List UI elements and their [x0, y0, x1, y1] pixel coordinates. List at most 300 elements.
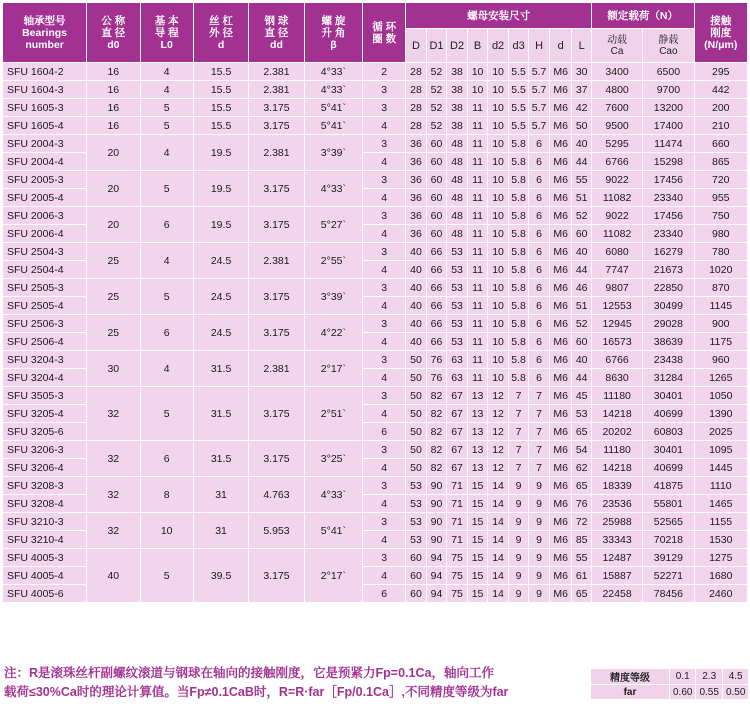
cell-d: M6: [549, 207, 572, 225]
cell-static-load: 30401: [643, 387, 694, 405]
cell-circuits: 3: [363, 171, 406, 189]
cell-B: 11: [467, 135, 488, 153]
cell-d3: 5.8: [508, 135, 529, 153]
cell-d3: 5.8: [508, 351, 529, 369]
cell-D: 40: [406, 243, 427, 261]
cell-static-load: 6500: [643, 63, 694, 81]
cell-static-load: 15298: [643, 153, 694, 171]
cell-circuits: 3: [363, 549, 406, 567]
table-row: [3, 207, 748, 225]
far-label: far: [591, 685, 670, 700]
cell-D: 36: [406, 135, 427, 153]
cell-D2: 53: [447, 279, 468, 297]
cell-model: SFU 3208-4: [3, 495, 87, 513]
cell-dynamic-load: 14218: [591, 459, 642, 477]
cell-model: SFU 3505-3: [3, 387, 87, 405]
cell-B: 11: [467, 297, 488, 315]
col-header-stiffness: 接触 刚度 (N/μm): [694, 3, 747, 63]
cell-d: M6: [549, 315, 572, 333]
cell-d: M6: [549, 387, 572, 405]
cell-dynamic-load: 9807: [591, 279, 642, 297]
cell-static-load: 52565: [643, 513, 694, 531]
col-header-static-load: 静载 Cao: [643, 29, 694, 63]
cell-model: SFU 1605-3: [3, 99, 87, 117]
cell-d2: 12: [488, 441, 509, 459]
cell-H: 9: [529, 549, 550, 567]
cell-D1: 66: [426, 279, 447, 297]
cell-d2: 14: [488, 477, 509, 495]
grade-value: 2.3: [696, 669, 722, 685]
cell-d: M6: [549, 243, 572, 261]
cell-d: M6: [549, 99, 572, 117]
cell-d2: 10: [488, 333, 509, 351]
cell-lead: 6: [140, 207, 193, 243]
cell-model: SFU 3210-3: [3, 513, 87, 531]
cell-D2: 48: [447, 135, 468, 153]
cell-L: 60: [572, 333, 592, 351]
cell-B: 11: [467, 171, 488, 189]
cell-ball-dia: 2.381: [249, 81, 304, 99]
cell-D2: 71: [447, 513, 468, 531]
cell-L: 40: [572, 243, 592, 261]
cell-ball-dia: 2.381: [249, 63, 304, 81]
cell-circuits: 4: [363, 261, 406, 279]
cell-nominal-dia: 32: [87, 387, 140, 441]
cell-ball-dia: 3.175: [249, 387, 304, 441]
cell-d: M6: [549, 63, 572, 81]
cell-D1: 90: [426, 495, 447, 513]
cell-lead: 4: [140, 63, 193, 81]
cell-D: 36: [406, 225, 427, 243]
cell-model: SFU 3210-4: [3, 531, 87, 549]
cell-B: 11: [467, 99, 488, 117]
cell-H: 9: [529, 513, 550, 531]
cell-L: 65: [572, 423, 592, 441]
table-row: [3, 99, 748, 117]
cell-circuits: 4: [363, 369, 406, 387]
col-header-circuits: 循 环 圈 数: [363, 3, 406, 63]
cell-dynamic-load: 11082: [591, 225, 642, 243]
col-header-lead: 基 本 导 程 L0: [140, 3, 193, 63]
cell-D: 28: [406, 63, 427, 81]
col-header-d2: d2: [488, 29, 509, 63]
cell-H: 6: [529, 243, 550, 261]
cell-d3: 5.5: [508, 63, 529, 81]
cell-d: M6: [549, 423, 572, 441]
cell-static-load: 11474: [643, 135, 694, 153]
cell-L: 51: [572, 189, 592, 207]
cell-model: SFU 2504-3: [3, 243, 87, 261]
col-header-dynamic-load: 动载 Ca: [591, 29, 642, 63]
cell-lead: 8: [140, 477, 193, 513]
cell-lead: 5: [140, 171, 193, 207]
cell-L: 52: [572, 207, 592, 225]
cell-static-load: 40699: [643, 405, 694, 423]
cell-B: 15: [467, 531, 488, 549]
cell-D1: 82: [426, 405, 447, 423]
table-body: [3, 63, 748, 603]
cell-static-load: 9700: [643, 81, 694, 99]
cell-d2: 10: [488, 99, 509, 117]
cell-D1: 82: [426, 387, 447, 405]
cell-D1: 52: [426, 63, 447, 81]
cell-L: 45: [572, 387, 592, 405]
cell-static-load: 30499: [643, 297, 694, 315]
cell-circuits: 4: [363, 333, 406, 351]
cell-d: M6: [549, 225, 572, 243]
cell-stiffness: 1465: [694, 495, 747, 513]
cell-dynamic-load: 18339: [591, 477, 642, 495]
cell-H: 5.7: [529, 117, 550, 135]
cell-B: 11: [467, 189, 488, 207]
cell-circuits: 3: [363, 513, 406, 531]
cell-stiffness: 1110: [694, 477, 747, 495]
cell-screw-od: 31.5: [193, 441, 248, 477]
col-header-model: 轴承型号 Bearings number: [3, 3, 87, 63]
cell-d2: 14: [488, 513, 509, 531]
cell-d2: 12: [488, 405, 509, 423]
cell-d: M6: [549, 549, 572, 567]
cell-d2: 14: [488, 585, 509, 603]
cell-D: 60: [406, 567, 427, 585]
cell-D: 40: [406, 333, 427, 351]
cell-H: 6: [529, 207, 550, 225]
cell-model: SFU 2506-3: [3, 315, 87, 333]
cell-H: 5.7: [529, 99, 550, 117]
cell-model: SFU 4005-4: [3, 567, 87, 585]
cell-screw-od: 19.5: [193, 135, 248, 171]
cell-static-load: 17456: [643, 171, 694, 189]
cell-dynamic-load: 6080: [591, 243, 642, 261]
cell-static-load: 23438: [643, 351, 694, 369]
cell-d: M6: [549, 117, 572, 135]
cell-H: 6: [529, 351, 550, 369]
cell-L: 40: [572, 135, 592, 153]
cell-nominal-dia: 16: [87, 63, 140, 81]
cell-H: 6: [529, 315, 550, 333]
cell-D1: 60: [426, 189, 447, 207]
cell-L: 65: [572, 585, 592, 603]
cell-static-load: 41875: [643, 477, 694, 495]
cell-circuits: 6: [363, 585, 406, 603]
cell-d3: 9: [508, 549, 529, 567]
cell-ball-dia: 3.175: [249, 117, 304, 135]
cell-D1: 66: [426, 315, 447, 333]
cell-d2: 14: [488, 495, 509, 513]
cell-L: 44: [572, 369, 592, 387]
cell-d2: 14: [488, 531, 509, 549]
cell-d: M6: [549, 441, 572, 459]
cell-D2: 38: [447, 81, 468, 99]
cell-d: M6: [549, 531, 572, 549]
cell-static-load: 38639: [643, 333, 694, 351]
cell-static-load: 21673: [643, 261, 694, 279]
cell-B: 13: [467, 423, 488, 441]
cell-D1: 66: [426, 243, 447, 261]
cell-B: 11: [467, 333, 488, 351]
far-value: 0.55: [696, 685, 722, 700]
cell-d2: 10: [488, 261, 509, 279]
cell-L: 46: [572, 279, 592, 297]
cell-screw-od: 19.5: [193, 207, 248, 243]
cell-L: 50: [572, 117, 592, 135]
table-row: [3, 315, 748, 333]
cell-d2: 10: [488, 225, 509, 243]
cell-D: 53: [406, 531, 427, 549]
cell-L: 60: [572, 225, 592, 243]
cell-static-load: 60803: [643, 423, 694, 441]
table-row: [3, 513, 748, 531]
cell-lead: 5: [140, 387, 193, 441]
cell-model: SFU 2505-3: [3, 279, 87, 297]
cell-B: 11: [467, 315, 488, 333]
cell-dynamic-load: 33343: [591, 531, 642, 549]
cell-stiffness: 750: [694, 207, 747, 225]
cell-helix-angle: 4°33`: [304, 63, 362, 81]
cell-static-load: 78456: [643, 585, 694, 603]
cell-stiffness: 442: [694, 81, 747, 99]
cell-d: M6: [549, 279, 572, 297]
cell-L: 40: [572, 351, 592, 369]
cell-D: 50: [406, 441, 427, 459]
cell-B: 15: [467, 495, 488, 513]
cell-helix-angle: 4°33`: [304, 81, 362, 99]
cell-static-load: 39129: [643, 549, 694, 567]
cell-dynamic-load: 4800: [591, 81, 642, 99]
cell-H: 7: [529, 459, 550, 477]
cell-stiffness: 960: [694, 351, 747, 369]
cell-d3: 5.8: [508, 153, 529, 171]
cell-screw-od: 15.5: [193, 99, 248, 117]
cell-helix-angle: 3°39`: [304, 279, 362, 315]
grade-value: 0.1: [670, 669, 696, 685]
cell-stiffness: 1050: [694, 387, 747, 405]
cell-d2: 14: [488, 549, 509, 567]
cell-L: 62: [572, 459, 592, 477]
col-header-nut-mount: 螺母安装尺寸: [406, 3, 592, 29]
cell-circuits: 6: [363, 423, 406, 441]
cell-nominal-dia: 16: [87, 117, 140, 135]
cell-d3: 5.8: [508, 369, 529, 387]
cell-d2: 10: [488, 207, 509, 225]
cell-model: SFU 3206-3: [3, 441, 87, 459]
cell-D: 36: [406, 207, 427, 225]
cell-d: M6: [549, 405, 572, 423]
grade-value: 4.5: [722, 669, 748, 685]
cell-D2: 48: [447, 207, 468, 225]
cell-ball-dia: 3.175: [249, 99, 304, 117]
cell-B: 11: [467, 153, 488, 171]
cell-D2: 53: [447, 315, 468, 333]
cell-stiffness: 1530: [694, 531, 747, 549]
cell-ball-dia: 3.175: [249, 549, 304, 603]
cell-d2: 10: [488, 117, 509, 135]
cell-B: 10: [467, 63, 488, 81]
cell-d2: 14: [488, 567, 509, 585]
cell-static-load: 52271: [643, 567, 694, 585]
cell-D2: 53: [447, 243, 468, 261]
cell-D: 60: [406, 585, 427, 603]
cell-helix-angle: 2°55`: [304, 243, 362, 279]
cell-static-load: 13200: [643, 99, 694, 117]
cell-D2: 63: [447, 351, 468, 369]
cell-model: SFU 2005-3: [3, 171, 87, 189]
cell-helix-angle: 5°27`: [304, 207, 362, 243]
cell-D2: 38: [447, 117, 468, 135]
cell-nominal-dia: 32: [87, 477, 140, 513]
far-value: 0.50: [722, 685, 748, 700]
cell-nominal-dia: 32: [87, 441, 140, 477]
cell-D: 53: [406, 513, 427, 531]
cell-d3: 5.5: [508, 99, 529, 117]
footer: [0, 662, 750, 706]
col-header-helix-angle: 螺 旋 升 角 β: [304, 3, 362, 63]
cell-B: 11: [467, 207, 488, 225]
cell-helix-angle: 5°41`: [304, 117, 362, 135]
cell-d2: 12: [488, 423, 509, 441]
cell-helix-angle: 2°17`: [304, 351, 362, 387]
cell-lead: 5: [140, 279, 193, 315]
cell-nominal-dia: 20: [87, 135, 140, 171]
cell-d3: 5.5: [508, 117, 529, 135]
cell-model: SFU 1604-3: [3, 81, 87, 99]
cell-d3: 7: [508, 405, 529, 423]
cell-d3: 5.8: [508, 171, 529, 189]
cell-D1: 66: [426, 333, 447, 351]
cell-circuits: 3: [363, 279, 406, 297]
cell-D1: 94: [426, 549, 447, 567]
cell-d2: 10: [488, 279, 509, 297]
cell-d: M6: [549, 297, 572, 315]
cell-model: SFU 2504-4: [3, 261, 87, 279]
cell-stiffness: 1175: [694, 333, 747, 351]
cell-helix-angle: 3°25`: [304, 441, 362, 477]
cell-screw-od: 24.5: [193, 315, 248, 351]
cell-B: 15: [467, 513, 488, 531]
cell-dynamic-load: 9500: [591, 117, 642, 135]
cell-screw-od: 39.5: [193, 549, 248, 603]
cell-ball-dia: 4.763: [249, 477, 304, 513]
cell-B: 13: [467, 441, 488, 459]
cell-circuits: 2: [363, 63, 406, 81]
cell-L: 72: [572, 513, 592, 531]
cell-D1: 76: [426, 369, 447, 387]
cell-L: 42: [572, 99, 592, 117]
cell-D2: 48: [447, 171, 468, 189]
cell-helix-angle: 4°33`: [304, 171, 362, 207]
cell-dynamic-load: 15887: [591, 567, 642, 585]
cell-static-load: 55801: [643, 495, 694, 513]
cell-d: M6: [549, 585, 572, 603]
cell-H: 6: [529, 171, 550, 189]
cell-ball-dia: 2.381: [249, 351, 304, 387]
cell-helix-angle: 4°22`: [304, 315, 362, 351]
cell-H: 7: [529, 387, 550, 405]
cell-lead: 4: [140, 351, 193, 387]
cell-H: 6: [529, 297, 550, 315]
table-row: [3, 81, 748, 99]
cell-circuits: 4: [363, 567, 406, 585]
cell-H: 5.7: [529, 63, 550, 81]
cell-dynamic-load: 6766: [591, 153, 642, 171]
cell-static-load: 31284: [643, 369, 694, 387]
table-row: [3, 171, 748, 189]
cell-stiffness: 720: [694, 171, 747, 189]
cell-d3: 5.8: [508, 189, 529, 207]
cell-d: M6: [549, 81, 572, 99]
cell-static-load: 22850: [643, 279, 694, 297]
cell-ball-dia: 3.175: [249, 315, 304, 351]
cell-d: M6: [549, 153, 572, 171]
cell-ball-dia: 2.381: [249, 243, 304, 279]
cell-lead: 4: [140, 81, 193, 99]
cell-helix-angle: 4°33`: [304, 477, 362, 513]
cell-dynamic-load: 9022: [591, 171, 642, 189]
cell-L: 54: [572, 441, 592, 459]
cell-L: 44: [572, 153, 592, 171]
cell-D2: 38: [447, 63, 468, 81]
cell-ball-dia: 3.175: [249, 441, 304, 477]
cell-model: SFU 3208-3: [3, 477, 87, 495]
cell-D1: 76: [426, 351, 447, 369]
cell-D: 28: [406, 81, 427, 99]
cell-D: 53: [406, 477, 427, 495]
cell-circuits: 4: [363, 153, 406, 171]
table-row: [3, 117, 748, 135]
cell-dynamic-load: 8630: [591, 369, 642, 387]
cell-stiffness: 200: [694, 99, 747, 117]
cell-H: 6: [529, 261, 550, 279]
cell-d3: 5.8: [508, 225, 529, 243]
cell-D: 36: [406, 153, 427, 171]
cell-dynamic-load: 11082: [591, 189, 642, 207]
cell-H: 6: [529, 333, 550, 351]
cell-d: M6: [549, 171, 572, 189]
cell-D: 60: [406, 549, 427, 567]
cell-B: 11: [467, 261, 488, 279]
cell-L: 30: [572, 63, 592, 81]
bearing-spec-table: [2, 2, 748, 603]
col-header-screw-od: 丝 杠 外 径 d: [193, 3, 248, 63]
table-row: [3, 135, 748, 153]
cell-d3: 7: [508, 387, 529, 405]
cell-dynamic-load: 22458: [591, 585, 642, 603]
table-row: [3, 387, 748, 405]
cell-model: SFU 2505-4: [3, 297, 87, 315]
far-value: 0.60: [670, 685, 696, 700]
cell-D1: 94: [426, 567, 447, 585]
cell-D1: 60: [426, 171, 447, 189]
cell-H: 7: [529, 441, 550, 459]
precision-grade-table: [590, 668, 749, 700]
cell-d: M6: [549, 351, 572, 369]
cell-dynamic-load: 23536: [591, 495, 642, 513]
cell-D: 40: [406, 297, 427, 315]
cell-d2: 10: [488, 63, 509, 81]
cell-dynamic-load: 7600: [591, 99, 642, 117]
cell-d3: 9: [508, 531, 529, 549]
cell-circuits: 3: [363, 387, 406, 405]
cell-D: 40: [406, 279, 427, 297]
cell-d3: 9: [508, 567, 529, 585]
cell-D2: 67: [447, 441, 468, 459]
cell-L: 55: [572, 171, 592, 189]
col-header-B: B: [467, 29, 488, 63]
cell-circuits: 3: [363, 243, 406, 261]
cell-ball-dia: 5.953: [249, 513, 304, 549]
cell-H: 9: [529, 495, 550, 513]
cell-B: 15: [467, 477, 488, 495]
